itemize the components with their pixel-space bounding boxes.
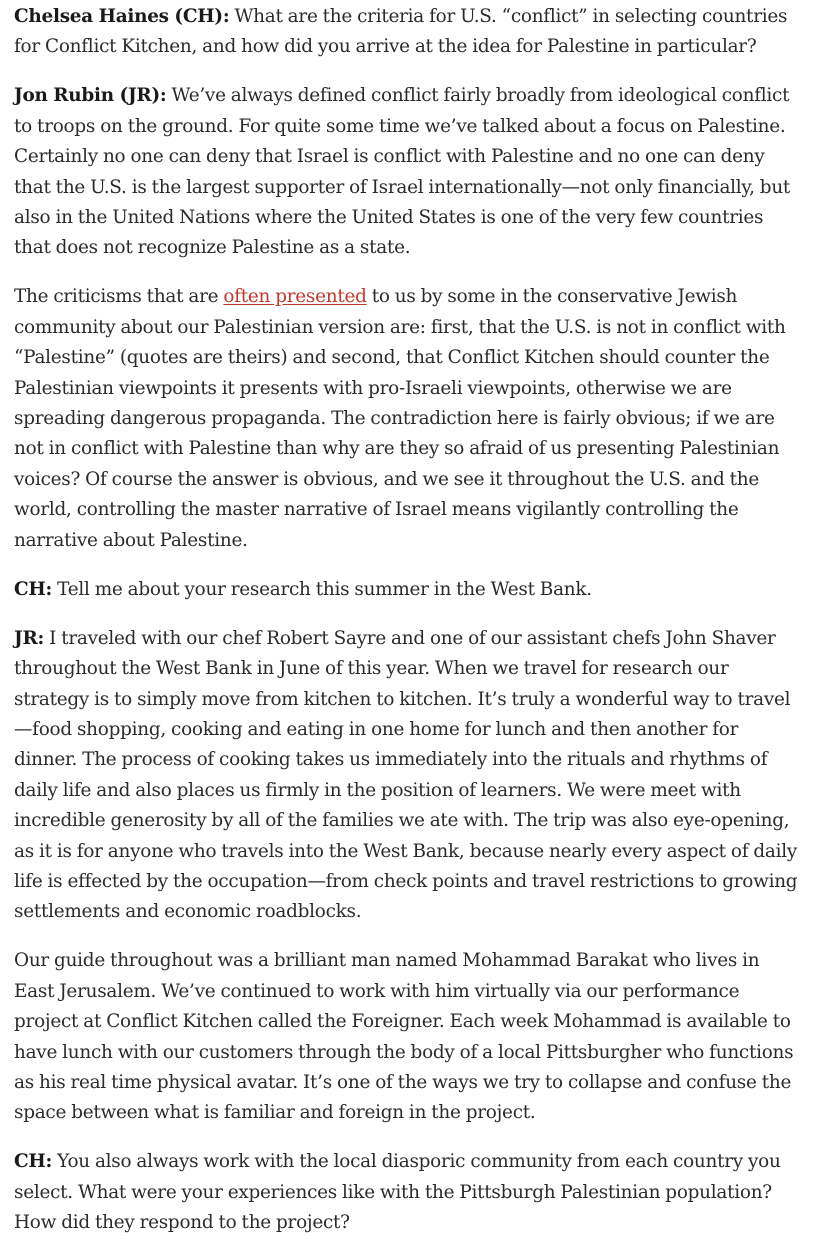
interview-paragraph-guide <box>14 946 800 1128</box>
interview-paragraph-ch-research <box>14 575 800 605</box>
paragraph-text: I traveled with our chef Robert Sayre and one of our assistant chefs John Shaver throughout the West Bank in June of this year. When we travel for research our strategy is to simply move from kitchen to kitchen. It’s truly a wonderful way to travel—food shopping, cooking and eating in one home for lunch and then another for dinner. The process of cooking takes us immediately into the rituals and rhythms of daily life and also places us firmly in the position of learners. We were meet with incredible generosity by all of the families we ate with. The trip was also eye-opening, as it is for anyone who travels into the West Bank, because nearly every aspect of daily life is effected by the occupation—from check points and travel restrictions to growing settlements and economic roadblocks. <box>14 627 798 923</box>
paragraph-text: We’ve always defined conflict fairly broadly from ideological conflict to troops on the ground. For quite some time we’ve talked about a focus on Palestine. Certainly no one can deny that Israel is conflict with Palestine and no one can deny that the U.S. is the largest supporter of Israel internationally—not only financially, but also in the United Nations where the United States is one of the very few countries that does not recognize Palestine as a state. <box>14 85 791 259</box>
paragraph-text-after-link: to us by some in the conservative Jewish community about our Palestinian version are: first, that the U.S. is not in conflict with “Palestine” (quotes are theirs) and second, that Conflict Kitchen should counter the Palestinian viewpoints it presents with pro-Israeli viewpoints, otherwise we are spreading dangerous propaganda. The contradiction here is fairly obvious; if we are not in conflict with Palestine than why are they so afraid of us presenting Palestinian voices? Of course the answer is obvious, and we see it throughout the U.S. and the world, controlling the master narrative of Israel means vigilantly controlling the narrative about Palestine. <box>14 286 786 551</box>
paragraph-text-before-link: The criticisms that are <box>14 286 224 308</box>
paragraph-text: You also always work with the local diasporic community from each country you select. What were your experiences like with the Pittsburgh Palestinian population? How did they respond to the project? <box>14 1151 781 1234</box>
speaker-label: JR: <box>14 627 45 649</box>
paragraph-text: Our guide throughout was a brilliant man named Mohammad Barakat who lives in East Jerusalem. We’ve continued to work with him virtually via our performance project at Conflict Kitchen called the Foreigner. Each week Mohammad is available to have lunch with our customers through the body of a local Pittsburgher who functions as his real time physical avatar. It’s one of the ways we try to collapse and confuse the space between what is familiar and foreign in the project. <box>14 950 794 1124</box>
speaker-label: CH: <box>14 1151 53 1173</box>
interview-paragraph-jr-travel <box>14 624 800 928</box>
paragraph-text: Tell me about your research this summer in the West Bank. <box>52 578 592 600</box>
interview-paragraph-ch-criteria <box>14 2 800 63</box>
interview-paragraph-ch-diaspora <box>14 1147 800 1238</box>
speaker-label: CH: <box>14 578 53 600</box>
interview-paragraph-criticisms <box>14 282 800 556</box>
interview-paragraph-jr-conflict <box>14 81 800 263</box>
paragraph-text: What are the criteria for U.S. “conflict” in selecting countries for Conflict Kitchen, and how did you arrive at the idea for Palestine in particular? <box>14 6 788 58</box>
often-presented-link[interactable]: often presented <box>223 286 367 308</box>
speaker-label: Chelsea Haines (CH): <box>14 6 230 27</box>
speaker-label: Jon Rubin (JR): <box>14 85 167 107</box>
